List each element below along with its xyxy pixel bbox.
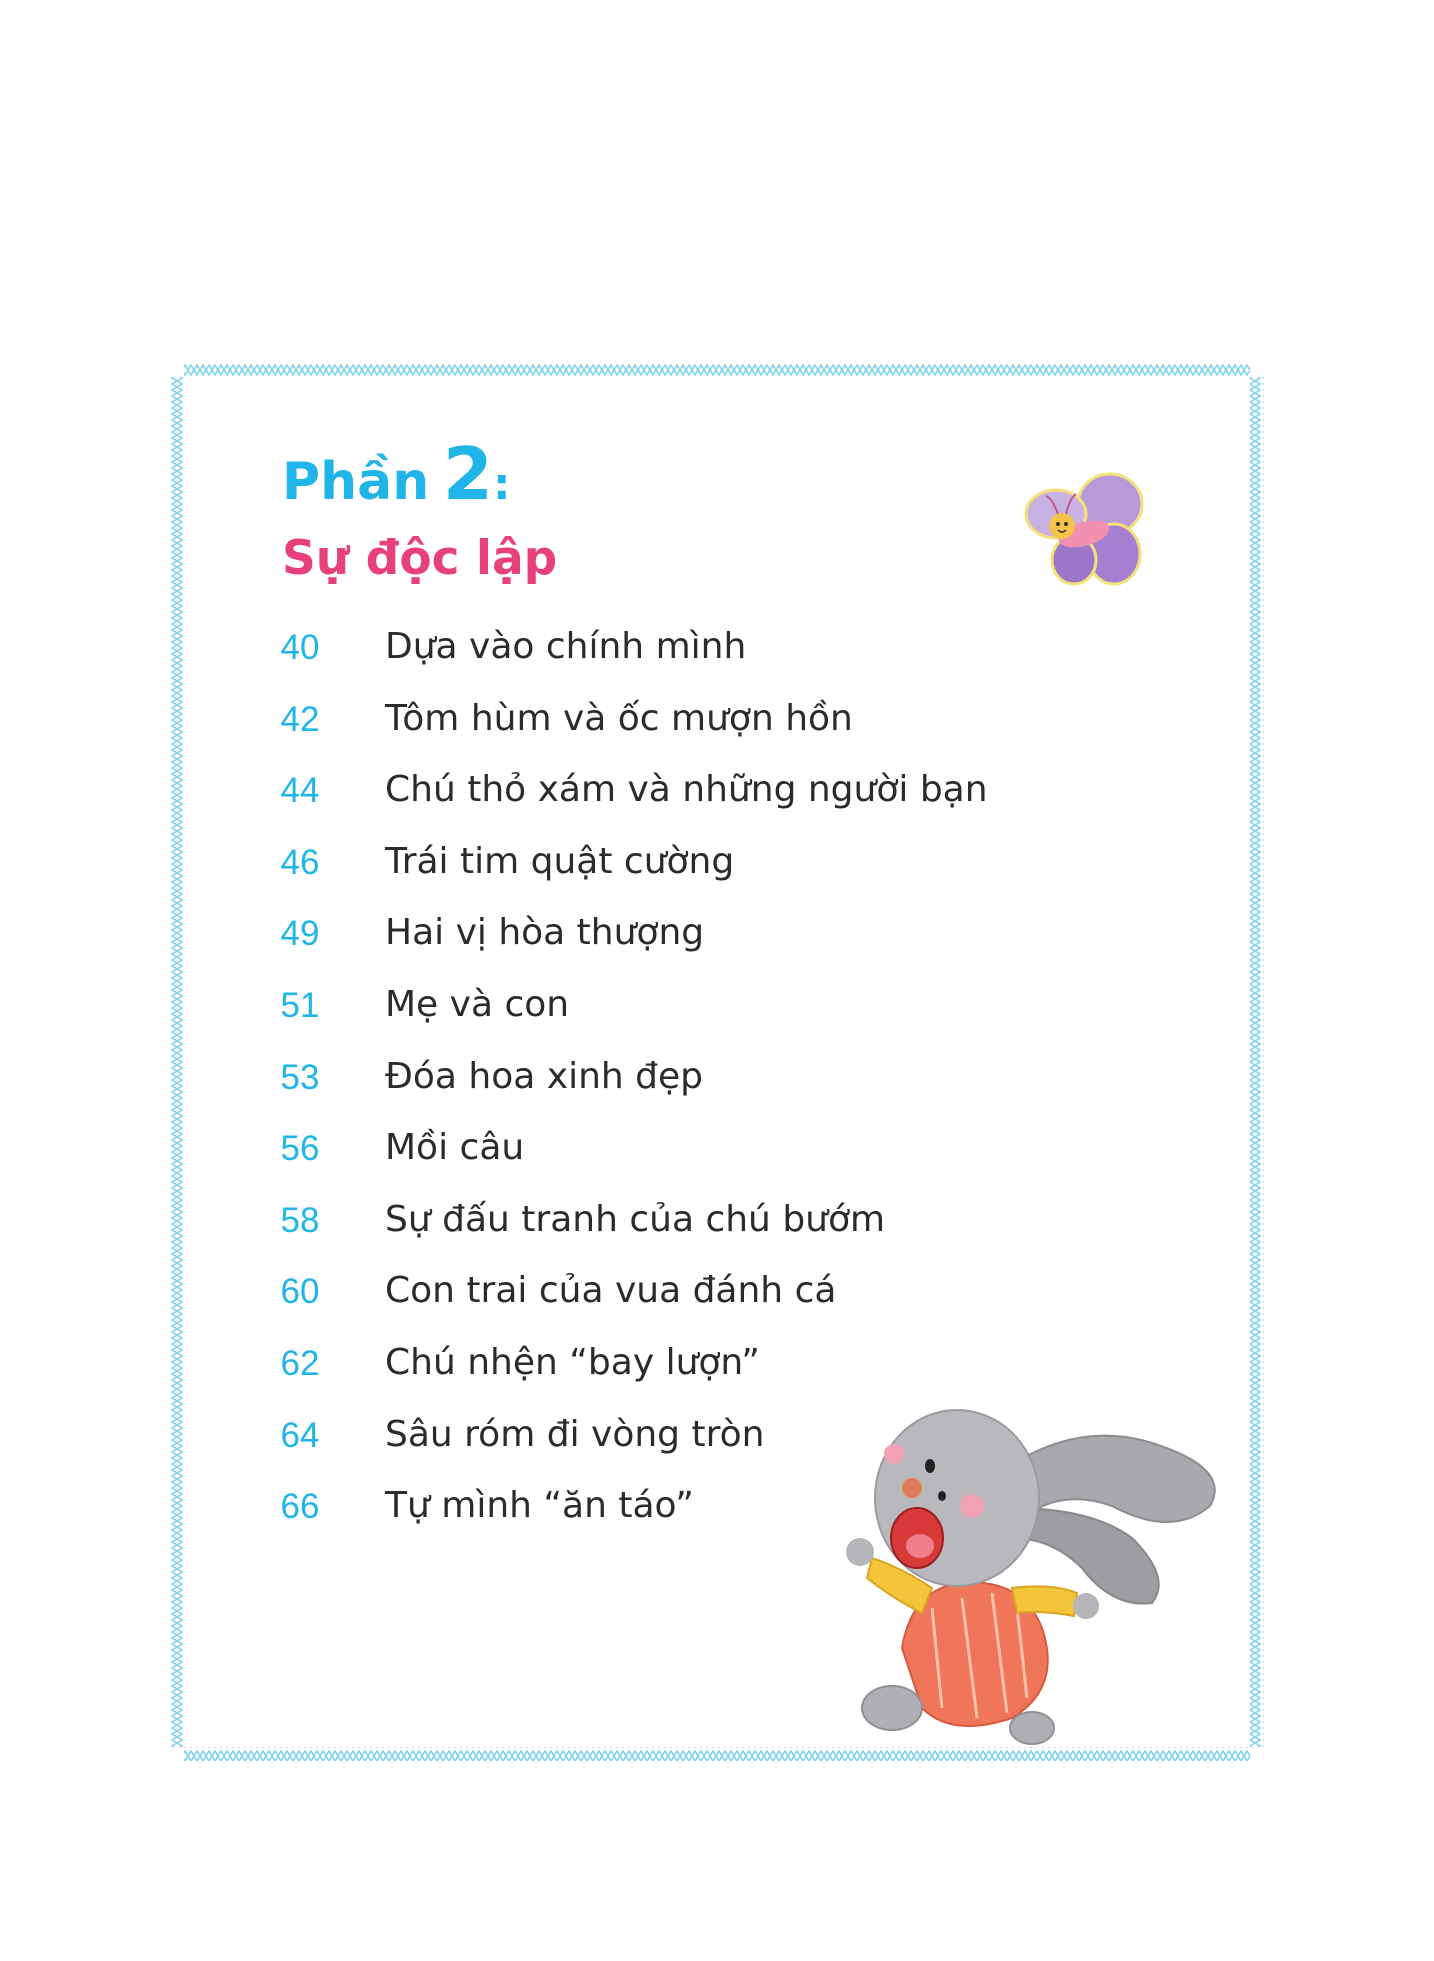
toc-item[interactable]: [270, 1119, 1070, 1191]
toc-item[interactable]: [270, 761, 1070, 833]
toc-page-number: 58: [280, 1200, 320, 1240]
toc-title: Đóa hoa xinh đẹp: [385, 1055, 704, 1097]
toc-title: Tự mình “ăn táo”: [385, 1485, 694, 1527]
toc-title: Trái tim quật cường: [385, 840, 735, 882]
butterfly-icon: [1018, 468, 1152, 596]
toc-page-number: 62: [280, 1343, 320, 1383]
toc-item[interactable]: [270, 1048, 1070, 1120]
section-heading: [282, 432, 511, 528]
toc-item[interactable]: [270, 904, 1070, 976]
toc-title: Con trai của vua đánh cá: [385, 1270, 837, 1312]
toc-page-number: 56: [280, 1129, 320, 1169]
section-number: 2: [442, 432, 493, 516]
toc-title: Tôm hùm và ốc mượn hồn: [385, 697, 853, 739]
section-colon: :: [492, 459, 511, 510]
toc-page-number: 66: [280, 1487, 320, 1527]
section-title: Sự độc lập: [282, 531, 558, 586]
section-word: Phần: [282, 452, 430, 512]
toc-item[interactable]: [270, 690, 1070, 762]
bunny-icon: [812, 1388, 1232, 1748]
toc-title: Chú thỏ xám và những người bạn: [385, 769, 988, 811]
toc-item[interactable]: [270, 1262, 1070, 1334]
toc-title: Chú nhện “bay lượn”: [385, 1341, 760, 1383]
toc-item[interactable]: [270, 618, 1070, 690]
toc-page-number: 64: [280, 1415, 320, 1455]
toc-title: Dựa vào chính mình: [385, 626, 747, 667]
toc-title: Mồi câu: [385, 1127, 525, 1169]
toc-item[interactable]: [270, 833, 1070, 905]
toc-page-number: 51: [280, 985, 320, 1025]
toc-title: Sâu róm đi vòng tròn: [385, 1413, 765, 1455]
toc-page-number: 49: [280, 914, 320, 954]
toc-page-number: 44: [280, 771, 320, 811]
toc-item[interactable]: [270, 976, 1070, 1048]
toc-page-number: 46: [280, 842, 320, 882]
toc-page-number: 40: [280, 628, 320, 667]
toc-title: Hai vị hòa thượng: [385, 912, 705, 954]
toc-page-number: 53: [280, 1057, 320, 1097]
toc-page-number: 60: [280, 1272, 320, 1312]
toc-title: Sự đấu tranh của chú bướm: [385, 1198, 886, 1240]
toc-page-number: 42: [280, 699, 320, 739]
toc-title: Mẹ và con: [385, 983, 570, 1025]
toc-item[interactable]: [270, 1191, 1070, 1263]
